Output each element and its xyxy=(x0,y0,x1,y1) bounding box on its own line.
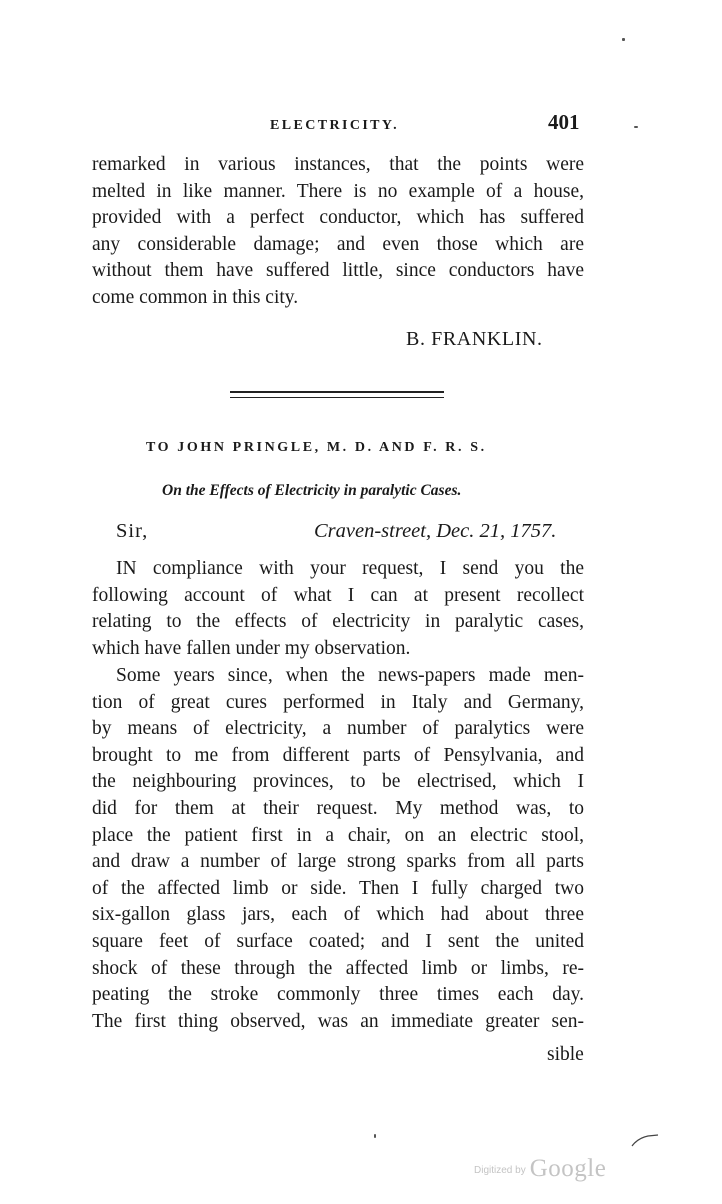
text-line: six-gallon glass jars, each of which had about three xyxy=(92,904,584,926)
letter-subtitle: On the Effects of Electricity in paralytic Cases. xyxy=(162,482,462,499)
paragraph-2 xyxy=(92,556,584,662)
text-line: come common in this city. xyxy=(92,286,299,308)
scan-mark xyxy=(630,1132,660,1148)
paragraph-1 xyxy=(92,152,584,312)
text-line: provided with a perfect conductor, which has suffered xyxy=(92,207,584,229)
text-line: place the patient first in a chair, on an electric stool, xyxy=(92,824,584,846)
google-logo: Google xyxy=(529,1155,607,1182)
text-line: without them have suffered little, since conductors have xyxy=(92,260,584,282)
text-line: which have fallen under my observation. xyxy=(92,637,411,659)
section-divider xyxy=(230,391,444,398)
catchword: sible xyxy=(547,1044,584,1065)
text-line: square feet of surface coated; and I sent the united xyxy=(92,930,584,952)
text-line: of the affected limb or side. Then I fully charged two xyxy=(92,877,584,899)
text-line: brought to me from different parts of Pensylvania, and xyxy=(92,744,584,766)
digitization-watermark xyxy=(474,1155,606,1183)
text-line: did for them at their request. My method was, to xyxy=(92,797,584,819)
text-line: following account of what I can at present recollect xyxy=(92,584,584,606)
watermark-prefix: Digitized by xyxy=(474,1165,526,1176)
text-line: by means of electricity, a number of paralytics were xyxy=(92,718,584,740)
paragraph-3 xyxy=(92,663,584,1035)
scan-speck xyxy=(374,1134,376,1138)
running-head: ELECTRICITY. xyxy=(270,118,400,133)
text-line: IN compliance with your request, I send you the xyxy=(116,558,584,579)
scan-speck xyxy=(622,38,625,41)
text-line: relating to the effects of electricity in paralytic cases, xyxy=(92,611,584,633)
text-line: melted in like manner. There is no example of a house, xyxy=(92,180,584,202)
text-line: shock of these through the affected limb or limbs, re- xyxy=(92,957,584,979)
page-number: 401 xyxy=(548,110,580,134)
text-line: and draw a number of large strong sparks from all parts xyxy=(92,851,584,873)
salutation: Sir, xyxy=(116,520,149,542)
text-line: any considerable damage; and even those which are xyxy=(92,233,584,255)
text-line: The first thing observed, was an immediate greater sen- xyxy=(92,1010,584,1032)
text-line: peating the stroke commonly three times each day. xyxy=(92,984,584,1006)
signature: B. FRANKLIN. xyxy=(406,328,543,350)
scan-speck xyxy=(634,126,638,128)
dateline: Craven-street, Dec. 21, 1757. xyxy=(314,520,557,542)
text-line: remarked in various instances, that the points were xyxy=(92,154,584,175)
text-line: the neighbouring provinces, to be electrised, which I xyxy=(92,771,584,793)
text-line: tion of great cures performed in Italy and Germany, xyxy=(92,691,584,713)
letter-addressee: TO JOHN PRINGLE, M. D. AND F. R. S. xyxy=(146,440,487,455)
text-line: Some years since, when the news-papers made men- xyxy=(116,665,584,686)
